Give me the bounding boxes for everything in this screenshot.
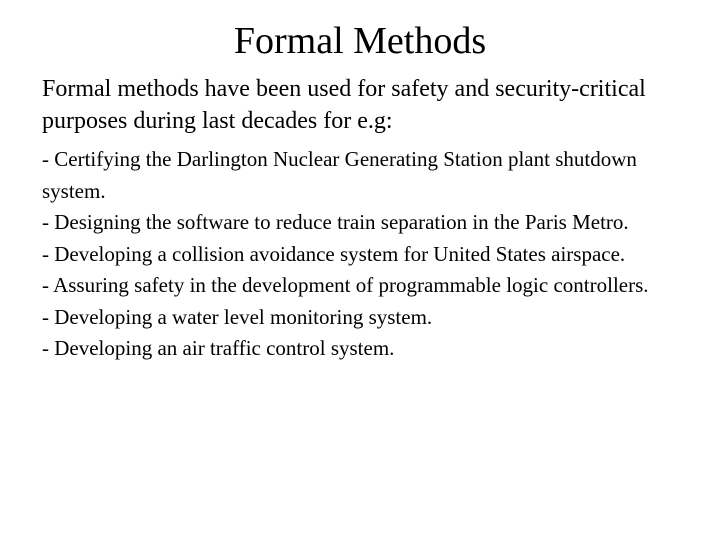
bullet-list (42, 144, 682, 365)
intro-text: Formal methods have been used for safety and security-critical purposes during last decades for e.g: (42, 76, 646, 134)
bullet-item: - Certifying the Darlington Nuclear Generating Station plant shutdown system. (42, 147, 637, 203)
bullet-item: - Developing a water level monitoring system. (42, 304, 433, 329)
bullet-item: - Assuring safety in the development of programmable logic controllers. (42, 273, 649, 297)
bullet-item: - Developing an air traffic control system. (42, 336, 395, 360)
slide-title: Formal Methods (233, 20, 487, 62)
bullet-item: - Developing a collision avoidance system for United States airspace. (42, 241, 626, 266)
bullet-item: - Designing the software to reduce train separation in the Paris Metro. (42, 210, 629, 234)
